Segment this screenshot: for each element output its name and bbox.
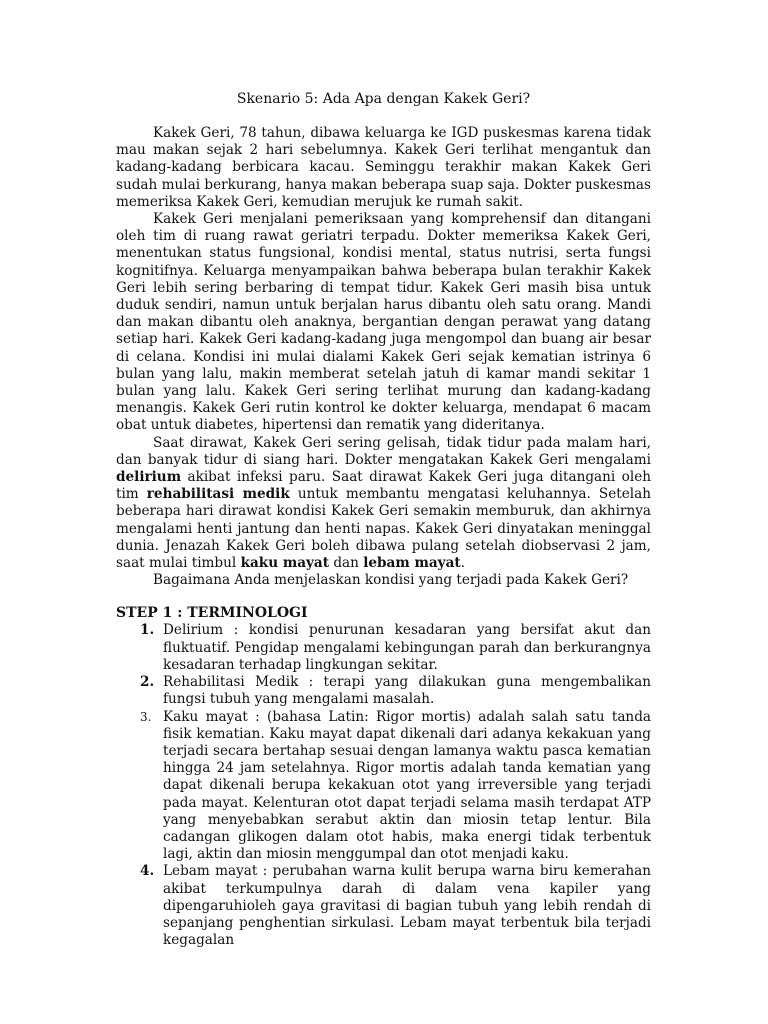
list-item-text: Kaku mayat : (bahasa Latin: Rigor mortis) adalah salah satu tanda fisik kematian. Kaku mayat dapat dikenali dari adanya kekakuan yang terjadi secara bertahap sesuai dengan lamanya waktu pasca kematian hingga 24 jam setelahnya. Rigor mortis adalah tanda kematian yang dapat dikenali berupa kekakuan otot yang irreversible yang terjadi pada mayat. Kelenturan otot dapat terjadi selama masih terdapat ATP yang menyebabkan serabut aktin dan miosin tetap lentur. Bila cadangan glikogen dalam otot habis, maka energi tidak terbentuk lagi, aktin dan miosin menggumpal dan otot menjadi kaku.: [163, 708, 651, 863]
paragraph-text: Saat dirawat, Kakek Geri sering gelisah, tidak tidur pada malam hari, dan banyak tidur di siang hari. Dokter mengatakan Kakek Geri mengalami: [116, 434, 651, 468]
term-kaku-mayat: kaku mayat: [240, 555, 330, 572]
terminology-list: [116, 622, 651, 949]
list-number: 2.: [140, 674, 155, 691]
paragraph-text: akibat infeksi paru. Saat dirawat Kakek Geri juga ditangani oleh tim: [116, 469, 651, 503]
document-title: Skenario 5: Ada Apa dengan Kakek Geri?: [236, 91, 531, 107]
paragraph-text: .: [460, 555, 465, 572]
list-item-text: Lebam mayat : perubahan warna kulit berupa warna biru kemerahan akibat terkumpulnya darah di dalam vena kapiler yang dipengaruhioleh gaya gravitasi di bagian tubuh yang lebih rendah di sepanjang penghentian sirkulasi. Lebam mayat terbentuk bila terjadi kegagalan: [163, 863, 651, 949]
term-delirium: delirium: [116, 469, 182, 486]
list-item: [116, 709, 651, 864]
list-item-text: Delirium : kondisi penurunan kesadaran yang bersifat akut dan fluktuatif. Pengidap mengalami kebingungan parah dan berkurangnya kesadaran terhadap lingkungan sekitar.: [163, 622, 651, 673]
term-rehabilitasi-medik: rehabilitasi medik: [146, 486, 290, 503]
step-heading: STEP 1 : TERMINOLOGI: [116, 605, 308, 622]
paragraph-text: untuk membantu mengatasi keluhannya. Setelah beberapa hari dirawat kondisi Kakek Geri semakin memburuk, dan akhirnya mengalami henti jantung dan henti napas. Kakek Geri dinyatakan meninggal dunia. Jenazah Kakek Geri boleh dibawa pulang setelah diobservasi 2 jam, saat mulai timbul: [116, 486, 651, 572]
term-lebam-mayat: lebam mayat: [363, 555, 461, 572]
paragraph-text: dan: [329, 555, 364, 572]
list-number: 3.: [140, 709, 152, 724]
paragraph-question: Bagaimana Anda menjelaskan kondisi yang terjadi pada Kakek Geri?: [153, 572, 629, 589]
list-number: 1.: [140, 622, 155, 639]
list-item: [116, 622, 651, 674]
paragraph-intro: Kakek Geri, 78 tahun, dibawa keluarga ke IGD puskesmas karena tidak mau makan sejak 2 hari sebelumnya. Kakek Geri terlihat mengantuk dan kadang-kadang berbicara kacau. Seminggu terakhir makan Kakek Geri sudah mulai berkurang, hanya makan beberapa suap saja. Dokter puskesmas memeriksa Kakek Geri, kemudian merujuk ke rumah sakit.: [116, 125, 651, 210]
list-item: [116, 863, 651, 949]
paragraph-examination: Kakek Geri menjalani pemeriksaan yang komprehensif dan ditangani oleh tim di ruang rawat geriatri terpadu. Dokter memeriksa Kakek Geri, menentukan status fungsional, kondisi mental, status nutrisi, serta fungsi kognitifnya. Keluarga menyampaikan bahwa beberapa bulan terakhir Kakek Geri lebih sering berbaring di tempat tidur. Kakek Geri masih bisa untuk duduk sendiri, namun untuk berjalan harus dibantu oleh satu orang. Mandi dan makan dibantu oleh anaknya, bergantian dengan perawat yang datang setiap hari. Kakek Geri kadang-kadang juga mengompol dan buang air besar di celana. Kondisi ini mulai dialami Kakek Geri sejak kematian istrinya 6 bulan yang lalu, makin memberat setelah jatuh di kamar mandi sekitar 1 bulan yang lalu. Kakek Geri sering terlihat murung dan kadang-kadang menangis. Kakek Geri rutin kontrol ke dokter keluarga, mendapat 6 macam obat untuk diabetes, hipertensi dan rematik yang dideritanya.: [116, 211, 651, 434]
list-item-text: Rehabilitasi Medik : terapi yang dilakukan guna mengembalikan fungsi tubuh yang mengalami masalah.: [163, 674, 651, 708]
document-body: [116, 90, 651, 949]
list-number: 4.: [140, 863, 155, 880]
list-item: [116, 674, 651, 708]
paragraph-treatment: [116, 435, 651, 573]
